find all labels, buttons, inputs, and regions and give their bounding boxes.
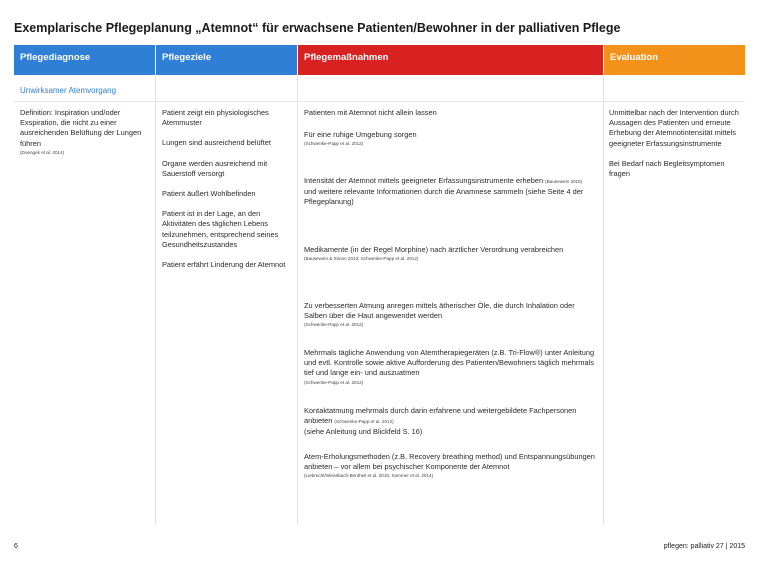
massnahme-ref: (Schwenke-Papp et al. 2012) bbox=[304, 322, 364, 328]
massnahme-text: Atem-Erholungsmethoden (z.B. Recovery breathing method) und Entspannungsübungen anbieten – vor allem bei psychischer Komponente der Atemnot bbox=[304, 452, 595, 472]
page-number: 6 bbox=[14, 543, 18, 550]
massnahme-ref: (Schwenke-Papp et al. 2012) bbox=[304, 379, 364, 385]
evaluation-item: Unmittelbar nach der Intervention durch Aussagen des Patienten und erneute Erhebung der Atemnotintensität mittels geeigneter Erfassungsinstrumente bbox=[609, 108, 739, 148]
massnahme-block bbox=[304, 108, 598, 118]
massnahme-text-2: (siehe Anleitung und Blickfeld S. 16) bbox=[304, 427, 423, 437]
massnahme-text: Patienten mit Atemnot nicht allein lassen bbox=[304, 108, 437, 117]
massnahme-block bbox=[304, 452, 598, 479]
massnahme-text: Für eine ruhige Umgebung sorgen bbox=[304, 130, 417, 139]
massnahme-ref: (Liebrecht/Weissbach-Bentheil et al. 2015; Sommer et al. 2014) bbox=[304, 473, 434, 479]
page-title: Exemplarische Pflegeplanung „Atemnot“ für erwachsene Patienten/Bewohner in der palliativen Pflege bbox=[14, 21, 621, 35]
ziel-item: Lungen sind ausreichend belüftet bbox=[162, 138, 271, 148]
column-divider bbox=[155, 75, 156, 525]
journal-footer: pflegen: palliativ 27 | 2015 bbox=[663, 543, 745, 550]
ziel-item: Patient ist in der Lage, an den Aktivitäten des täglichen Lebens teilzunehmen, entsprechend seines Gesundheitszustandes bbox=[162, 209, 279, 249]
massnahme-text: Zu verbesserten Atmung anregen mittels ätherischer Öle, die durch Inhalation oder Salben über die Haut angewendet werden bbox=[304, 301, 575, 321]
massnahme-text: Medikamente (in der Regel Morphine) nach ärztlicher Verordnung verabreichen bbox=[304, 245, 564, 254]
massnahme-ref: (Schwenke-Papp et al. 2012) bbox=[304, 141, 364, 147]
massnahme-block bbox=[304, 348, 598, 386]
ziel-item: Patient erfährt Linderung der Atemnot bbox=[162, 260, 286, 270]
ziel-item: Patient äußert Wohlbefinden bbox=[162, 189, 256, 199]
massnahme-block bbox=[304, 301, 598, 328]
diagnose-ref: (Doenges et al. 2014) bbox=[20, 149, 65, 155]
evaluation-cell bbox=[609, 108, 741, 179]
ziel-item: Patient zeigt ein physiologisches Atemmuster bbox=[162, 108, 269, 128]
header-evaluation: Evaluation bbox=[603, 45, 745, 75]
header-pflegemassnahmen: Pflegemaßnahmen bbox=[297, 45, 603, 75]
header-pflegediagnose: Pflegediagnose bbox=[14, 45, 155, 75]
column-divider bbox=[297, 75, 298, 525]
massnahme-text: Intensität der Atemnot mittels geeigneter Erfassungsinstrumente erheben bbox=[304, 176, 544, 185]
row-divider bbox=[14, 101, 745, 102]
massnahme-block bbox=[304, 245, 598, 262]
diagnose-cell bbox=[20, 108, 148, 156]
massnahme-block bbox=[304, 130, 598, 147]
massnahme-text-2: und weitere relevante Informationen durch die Anamnese sammeln (siehe Seite 4 der Pflegeplanung) bbox=[304, 187, 584, 207]
massnahme-block bbox=[304, 176, 598, 208]
section-label: Unwirksamer Atemvorgang bbox=[20, 86, 117, 95]
massnahme-ref: (Bausewein 2015) bbox=[545, 179, 583, 184]
massnahme-block bbox=[304, 406, 598, 438]
header-pflegeziele: Pflegeziele bbox=[155, 45, 297, 75]
evaluation-item: Bei Bedarf nach Begleitsymptomen fragen bbox=[609, 158, 725, 179]
massnahme-ref: (Schwenke-Papp et al. 2012) bbox=[334, 419, 394, 425]
diagnose-text: Definition: Inspiration und/oder Exspiration, die nicht zu einer ausreichenden Belüftung der Lungen führen bbox=[20, 108, 142, 148]
ziele-cell bbox=[162, 108, 292, 270]
massnahme-text: Kontaktatmung mehrmals durch darin erfahrene und weitergebildete Fachpersonen anbieten bbox=[304, 406, 577, 426]
massnahme-ref: (Bausewein & Simon 2013; Schwenke-Papp et al. 2012) bbox=[304, 256, 419, 262]
ziel-item: Organe werden ausreichend mit Sauerstoff versorgt bbox=[162, 158, 268, 178]
column-divider bbox=[603, 75, 604, 525]
massnahme-text: Mehrmals tägliche Anwendung von Atemtherapiegeräten (z.B. Tri-Flow®) unter Anleitung und evtl. Kontrolle sowie aktive Aufforderung des Patienten/Bewohners täglich mehrmals tief und lange ein- und auszuatmen bbox=[304, 348, 595, 378]
